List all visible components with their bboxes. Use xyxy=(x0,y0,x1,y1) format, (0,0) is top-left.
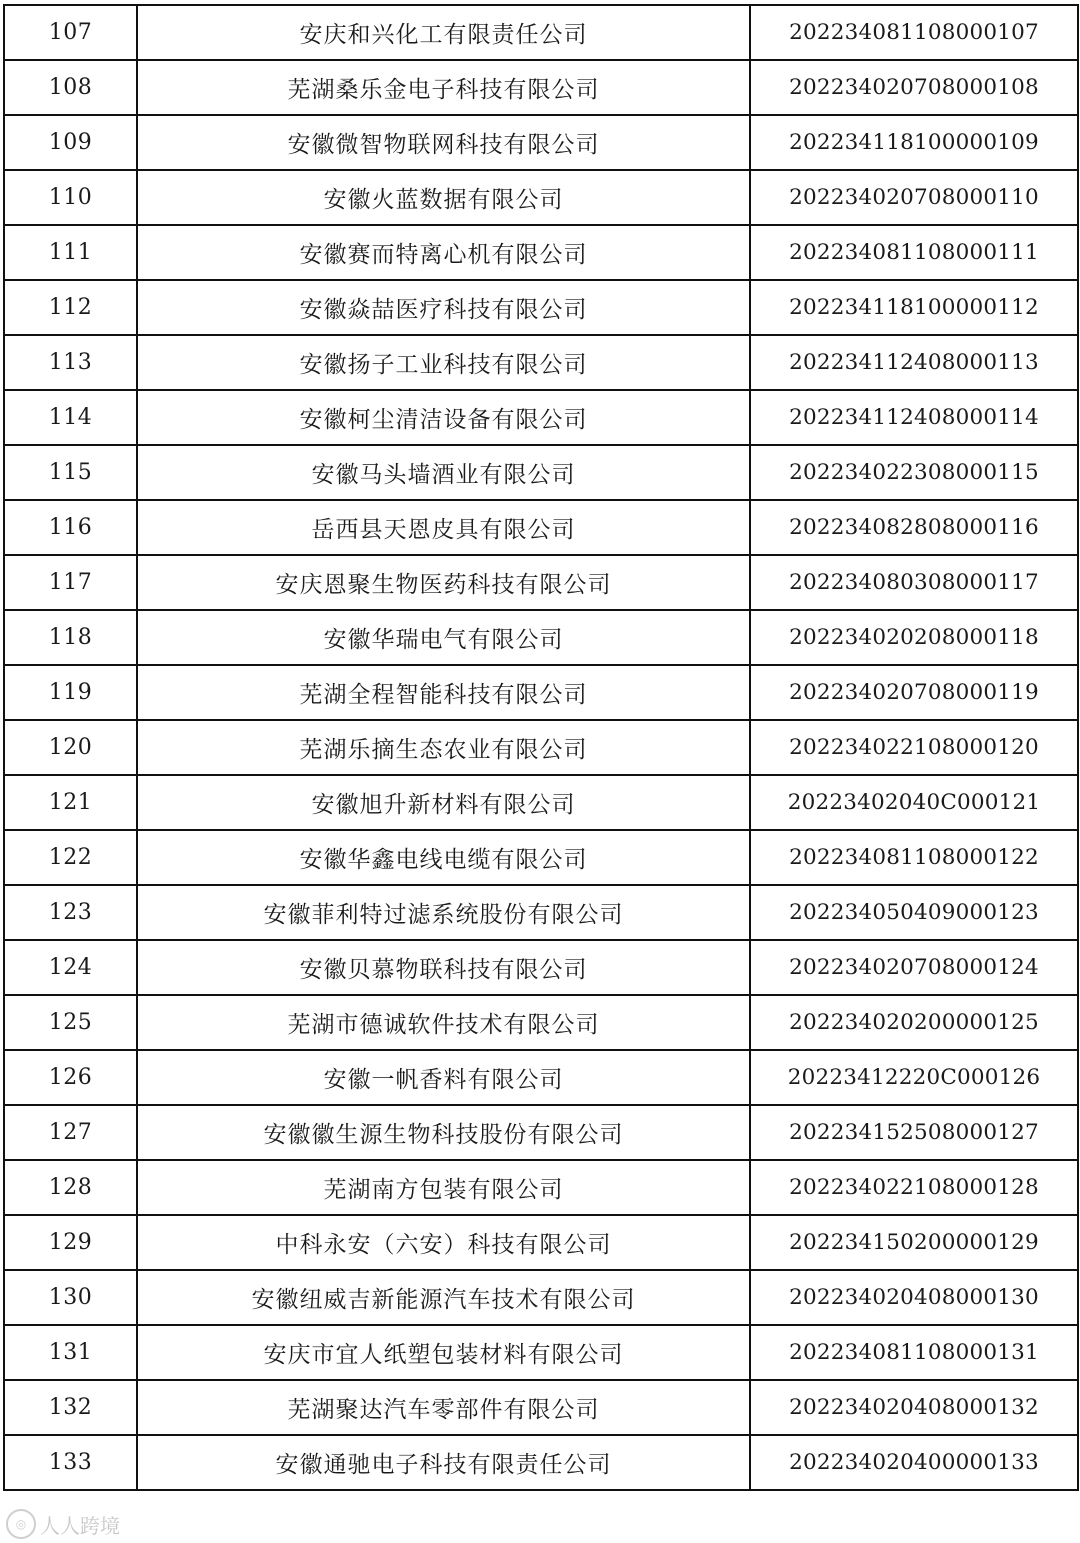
row-number: 130 xyxy=(4,1270,137,1325)
registration-code: 202234022108000120 xyxy=(750,720,1078,775)
row-number: 119 xyxy=(4,665,137,720)
registration-code: 202234118100000112 xyxy=(750,280,1078,335)
row-number: 129 xyxy=(4,1215,137,1270)
registration-code: 202234081108000122 xyxy=(750,830,1078,885)
registration-code: 202234020708000110 xyxy=(750,170,1078,225)
registration-code: 202234020408000130 xyxy=(750,1270,1078,1325)
table-row xyxy=(4,1160,1078,1215)
row-number: 122 xyxy=(4,830,137,885)
company-name: 安徽焱喆医疗科技有限公司 xyxy=(137,280,750,335)
company-name: 安徽纽威吉新能源汽车技术有限公司 xyxy=(137,1270,750,1325)
row-number: 108 xyxy=(4,60,137,115)
registration-code: 202234081108000111 xyxy=(750,225,1078,280)
company-name: 芜湖聚达汽车零部件有限公司 xyxy=(137,1380,750,1435)
table-row xyxy=(4,1435,1078,1490)
company-registry-table xyxy=(3,4,1079,1491)
table-row xyxy=(4,775,1078,830)
row-number: 113 xyxy=(4,335,137,390)
table-row xyxy=(4,830,1078,885)
company-name: 安徽柯尘清洁设备有限公司 xyxy=(137,390,750,445)
table-row xyxy=(4,610,1078,665)
company-name: 安徽一帆香料有限公司 xyxy=(137,1050,750,1105)
table-row xyxy=(4,1105,1078,1160)
row-number: 116 xyxy=(4,500,137,555)
company-name: 芜湖乐摘生态农业有限公司 xyxy=(137,720,750,775)
company-name: 安庆恩聚生物医药科技有限公司 xyxy=(137,555,750,610)
table-row xyxy=(4,5,1078,60)
registration-code: 202234020200000125 xyxy=(750,995,1078,1050)
table-row xyxy=(4,280,1078,335)
company-name: 中科永安（六安）科技有限公司 xyxy=(137,1215,750,1270)
company-name: 安徽徽生源生物科技股份有限公司 xyxy=(137,1105,750,1160)
company-name: 芜湖桑乐金电子科技有限公司 xyxy=(137,60,750,115)
row-number: 124 xyxy=(4,940,137,995)
table-row xyxy=(4,665,1078,720)
table-row xyxy=(4,60,1078,115)
registration-code: 202234050409000123 xyxy=(750,885,1078,940)
row-number: 120 xyxy=(4,720,137,775)
company-name: 安徽菲利特过滤系统股份有限公司 xyxy=(137,885,750,940)
row-number: 112 xyxy=(4,280,137,335)
company-name: 安徽通驰电子科技有限责任公司 xyxy=(137,1435,750,1490)
registration-code: 202234112408000114 xyxy=(750,390,1078,445)
table-row xyxy=(4,335,1078,390)
company-name: 芜湖全程智能科技有限公司 xyxy=(137,665,750,720)
company-name: 芜湖市德诚软件技术有限公司 xyxy=(137,995,750,1050)
company-name: 安徽华鑫电线电缆有限公司 xyxy=(137,830,750,885)
registration-code: 202234152508000127 xyxy=(750,1105,1078,1160)
row-number: 126 xyxy=(4,1050,137,1105)
registration-code: 202234081108000131 xyxy=(750,1325,1078,1380)
row-number: 123 xyxy=(4,885,137,940)
company-name: 安徽华瑞电气有限公司 xyxy=(137,610,750,665)
company-name: 安徽贝慕物联科技有限公司 xyxy=(137,940,750,995)
row-number: 125 xyxy=(4,995,137,1050)
registration-code: 202234020408000132 xyxy=(750,1380,1078,1435)
table-row xyxy=(4,500,1078,555)
table-row xyxy=(4,720,1078,775)
registration-code: 20223412220C000126 xyxy=(750,1050,1078,1105)
row-number: 107 xyxy=(4,5,137,60)
registration-code: 202234150200000129 xyxy=(750,1215,1078,1270)
registration-code: 202234020708000124 xyxy=(750,940,1078,995)
table-row xyxy=(4,1050,1078,1105)
table-row xyxy=(4,555,1078,610)
table-row xyxy=(4,1215,1078,1270)
company-name: 岳西县天恩皮具有限公司 xyxy=(137,500,750,555)
table-row xyxy=(4,995,1078,1050)
registration-code: 202234020708000119 xyxy=(750,665,1078,720)
company-name: 安庆和兴化工有限责任公司 xyxy=(137,5,750,60)
row-number: 117 xyxy=(4,555,137,610)
registration-code: 202234020400000133 xyxy=(750,1435,1078,1490)
row-number: 109 xyxy=(4,115,137,170)
company-name: 芜湖南方包装有限公司 xyxy=(137,1160,750,1215)
registration-code: 202234081108000107 xyxy=(750,5,1078,60)
registration-code: 20223402040C000121 xyxy=(750,775,1078,830)
table-row xyxy=(4,940,1078,995)
registration-code: 202234118100000109 xyxy=(750,115,1078,170)
table-row xyxy=(4,1270,1078,1325)
row-number: 131 xyxy=(4,1325,137,1380)
company-name: 安徽扬子工业科技有限公司 xyxy=(137,335,750,390)
table-row xyxy=(4,1380,1078,1435)
table-row xyxy=(4,115,1078,170)
registration-code: 202234112408000113 xyxy=(750,335,1078,390)
row-number: 115 xyxy=(4,445,137,500)
weibo-logo-icon: ◎ xyxy=(6,1509,36,1539)
row-number: 110 xyxy=(4,170,137,225)
company-name: 安徽火蓝数据有限公司 xyxy=(137,170,750,225)
row-number: 114 xyxy=(4,390,137,445)
registration-code: 202234082808000116 xyxy=(750,500,1078,555)
row-number: 127 xyxy=(4,1105,137,1160)
row-number: 133 xyxy=(4,1435,137,1490)
watermark xyxy=(6,1508,120,1540)
watermark-text: 人人跨境 xyxy=(40,1513,120,1538)
table-row xyxy=(4,1325,1078,1380)
table-row xyxy=(4,885,1078,940)
company-name: 安徽微智物联网科技有限公司 xyxy=(137,115,750,170)
registration-code: 202234022308000115 xyxy=(750,445,1078,500)
row-number: 111 xyxy=(4,225,137,280)
company-name: 安徽旭升新材料有限公司 xyxy=(137,775,750,830)
table-row xyxy=(4,225,1078,280)
table-row xyxy=(4,390,1078,445)
company-name: 安徽马头墙酒业有限公司 xyxy=(137,445,750,500)
company-name: 安庆市宜人纸塑包装材料有限公司 xyxy=(137,1325,750,1380)
registration-code: 202234022108000128 xyxy=(750,1160,1078,1215)
registration-code: 202234020708000108 xyxy=(750,60,1078,115)
registration-code: 202234080308000117 xyxy=(750,555,1078,610)
row-number: 118 xyxy=(4,610,137,665)
row-number: 132 xyxy=(4,1380,137,1435)
company-name: 安徽赛而特离心机有限公司 xyxy=(137,225,750,280)
table-body xyxy=(4,5,1078,1490)
table-row xyxy=(4,170,1078,225)
row-number: 121 xyxy=(4,775,137,830)
row-number: 128 xyxy=(4,1160,137,1215)
registration-code: 202234020208000118 xyxy=(750,610,1078,665)
table-row xyxy=(4,445,1078,500)
